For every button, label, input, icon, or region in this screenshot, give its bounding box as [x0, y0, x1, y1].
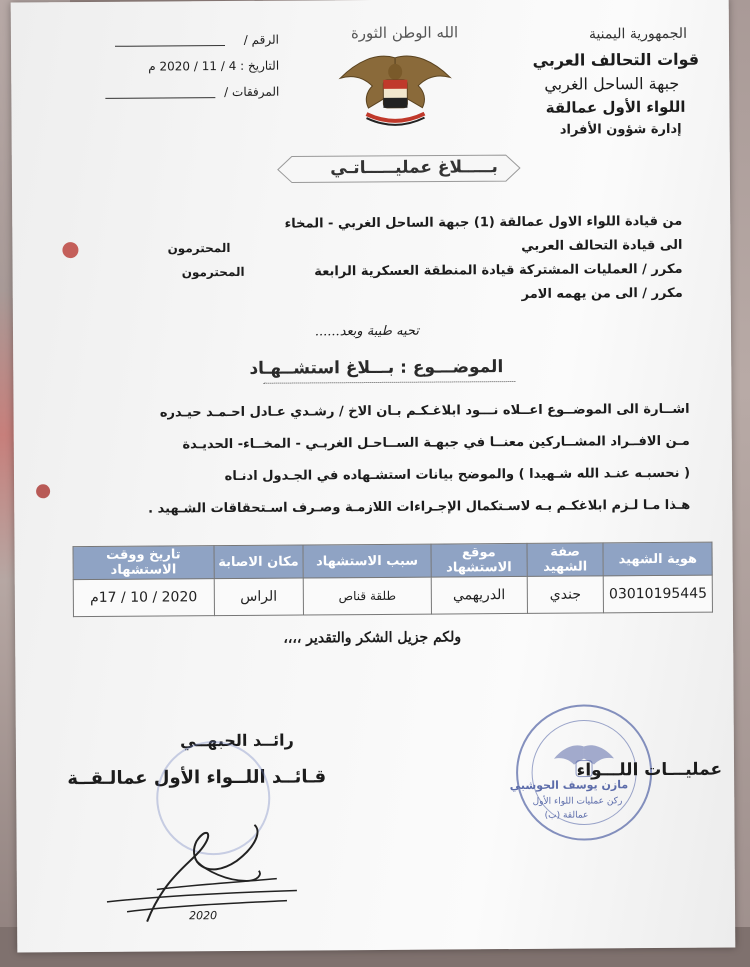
stamp-role: ركن عمليات اللواء الأول — [532, 796, 623, 807]
table-cell: 03010195445 — [604, 575, 713, 613]
body-line-1: اشــارة الى الموضــوع اعــلاه نـــود ابلاغـكـم بـان الاخ / رشـدي عـادل احـمـد حيـدره — [159, 401, 690, 421]
greeting: تحيه طيبة وبعد...... — [314, 323, 420, 340]
attachments-label: المرفقات / — [224, 84, 280, 100]
date-label: التاريخ : 4 / 11 / 2020 م — [148, 58, 280, 74]
to-line: الى قيادة التحالف العربي — [521, 237, 683, 254]
table-header-cell: تاريخ ووقت الاستشهاد — [73, 546, 214, 580]
table-cell: جندي — [527, 576, 604, 614]
table-cell: 2020 / 10 / 17م — [73, 579, 214, 617]
body-line-3: ( نحسبـه عنـد الله شـهيدا ) والموضح بيانات استشـهاده في الجـدول ادنـاه — [224, 465, 691, 485]
table-cell: طلقة قناص — [303, 577, 431, 615]
table-header-cell: مكان الاصابة — [214, 545, 304, 579]
table-header-cell: موقع الاستشهاد — [431, 543, 527, 577]
header-front: جبهة الساحل الغربي — [544, 73, 680, 94]
table-header-cell: سبب الاستشهاد — [303, 544, 431, 578]
cc-line-2: مكرر / الى من يهمه الامر — [521, 285, 683, 302]
table-header-row — [73, 542, 712, 579]
honorific-1: المحترمون — [167, 240, 231, 256]
attachments-line — [105, 97, 215, 99]
commander-name: رائــد الحبهــي — [180, 730, 294, 751]
table-row — [73, 575, 712, 616]
martyr-details-table — [72, 542, 712, 617]
stamp-name: مازن يوسف الحوشبي — [509, 778, 629, 793]
yemen-eagle-emblem — [336, 47, 455, 130]
punch-hole-bottom — [36, 484, 50, 498]
body-line-4: هـذا مـا لـزم ابلاغكـم بـه لاسـتكمال الإجـراءات اللازمـة وصـرف اسـتحقاقات الشـهيد . — [148, 497, 691, 517]
punch-hole-top — [62, 242, 78, 258]
subject-line: الموضـــوع : بـــلاغ استشــهـاد — [249, 357, 504, 379]
table-header-cell: صفة الشهيد — [527, 543, 604, 577]
table-cell: الراس — [214, 578, 304, 616]
body-line-2: مـن الافــراد المشــاركين معنــا في جبهـة الســاحـل الغربـي - المخــاء- الحديـدة — [182, 433, 690, 453]
header-forces: قوات التحالف العربي — [532, 49, 700, 70]
operations-title: عمليـــات اللـــواء — [576, 759, 723, 781]
ref-line — [115, 45, 225, 47]
closing-line: ولكم جزيل الشكر والتقدير ،،،، — [283, 629, 462, 647]
ref-label: الرقم / — [243, 32, 280, 47]
header-brigade: اللواء الأول عمالقة — [545, 97, 686, 117]
header-republic: الجمهورية اليمنية — [588, 25, 687, 43]
stamp-unit: عمالقة (ب) — [544, 810, 589, 821]
document-title: بـــــلاغ عمليـــــاتـي — [330, 157, 498, 179]
table-cell: الدريهمي — [431, 576, 527, 614]
table-header-cell: هوية الشهيد — [603, 542, 712, 576]
honorific-2: المحترمون — [181, 264, 245, 280]
document-page — [11, 0, 736, 952]
from-line: من قيادة اللواء الاول عمالقة (1) جبهة الساحل الغربي - المخاء — [284, 213, 683, 232]
subject-underline — [263, 381, 515, 384]
commander-title: قـائــد اللــواء الأول عمالـقــة — [67, 766, 327, 790]
cc-line-1: مكرر / العمليات المشتركة قيادة المنطقة العسكرية الرابعة — [314, 261, 683, 280]
header-department: إدارة شؤون الأفراد — [559, 121, 682, 138]
signature-date: 2020 — [189, 909, 218, 923]
header-motto: الله الوطن الثورة — [350, 23, 459, 43]
